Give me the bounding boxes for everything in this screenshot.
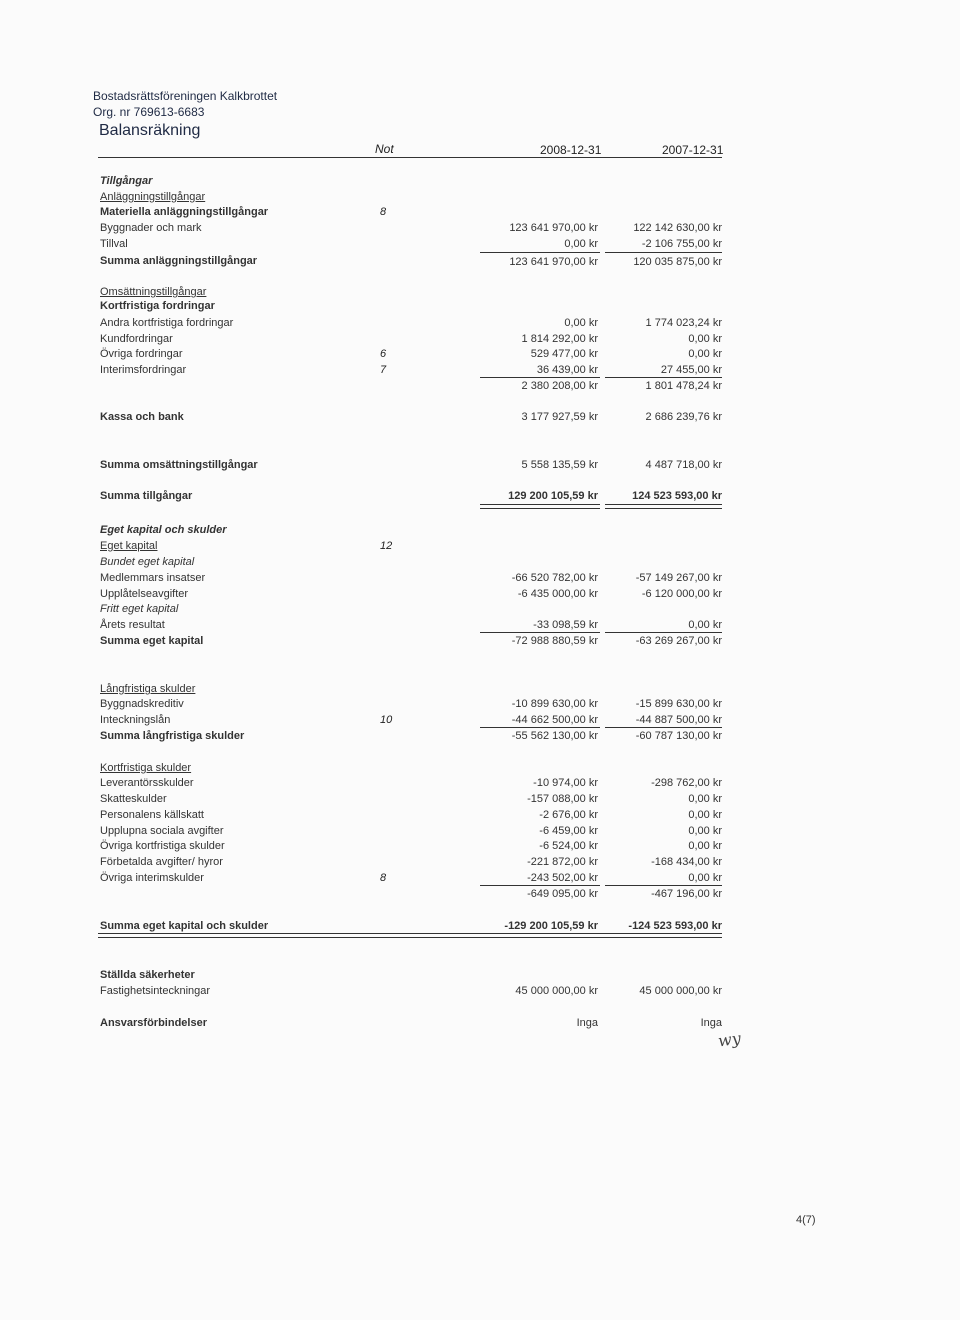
note-ovriga-interim: 8 [380, 872, 387, 884]
value-2007: -44 887 500,00 kr [635, 714, 722, 726]
note-materiella: 8 [380, 206, 387, 218]
row-label: Skatteskulder [100, 793, 167, 805]
sum-rule [480, 885, 600, 886]
row-label: Övriga kortfristiga skulder [100, 840, 225, 852]
value-2008: -649 095,00 kr [527, 888, 598, 900]
value-2007: 122 142 630,00 kr [633, 222, 722, 234]
value-2008: 5 558 135,59 kr [521, 459, 598, 471]
value-2007: 0,00 kr [688, 348, 722, 360]
value-2008: -6 459,00 kr [539, 825, 598, 837]
value-2007: -60 787 130,00 kr [635, 730, 722, 742]
section-kortfristiga-skulder: Kortfristiga skulder [100, 762, 192, 774]
sum-rule [480, 632, 600, 633]
org-name: Bostadsrättsföreningen Kalkbrottet [93, 89, 278, 103]
value-2008: 129 200 105,59 kr [508, 490, 598, 502]
value-2008: 123 641 970,00 kr [509, 256, 598, 268]
value-2008: 529 477,00 kr [530, 348, 598, 360]
header-rule [98, 157, 722, 158]
row-label: Interimsfordringar [100, 364, 187, 376]
org-number: Org. nr 769613-6683 [93, 105, 205, 119]
value-2008: 2 380 208,00 kr [521, 380, 598, 392]
col-header-2007: 2007-12-31 [662, 143, 724, 157]
row-label: Byggnader och mark [100, 222, 202, 234]
note-eget-kapital: 12 [380, 540, 393, 552]
row-label: Summa anläggningstillgångar [100, 255, 258, 267]
value-2008: 1 814 292,00 kr [521, 333, 598, 345]
value-2007: 0,00 kr [688, 619, 722, 631]
sum-rule [605, 727, 722, 728]
value-2008: -243 502,00 kr [527, 872, 598, 884]
value-2007: 1 801 478,24 kr [645, 380, 722, 392]
value-2008: -2 676,00 kr [539, 809, 598, 821]
value-2008: 0,00 kr [564, 238, 598, 250]
row-label: Fastighetsinteckningar [100, 985, 211, 997]
row-label: Personalens källskatt [100, 809, 204, 821]
section-eget-kapital: Eget kapital [100, 540, 158, 552]
sum-rule [605, 252, 722, 253]
note-inteckning: 10 [380, 714, 393, 726]
section-stallda: Ställda säkerheter [100, 969, 195, 981]
sum-rule [605, 377, 722, 378]
section-omsattning: Omsättningstillgångar [100, 286, 207, 298]
value-2007: -124 523 593,00 kr [628, 920, 722, 932]
section-materiella: Materiella anläggningstillgångar [100, 206, 269, 218]
row-label: Övriga interimskulder [100, 872, 204, 884]
value-2007: -15 899 630,00 kr [635, 698, 722, 710]
value-2008: 123 641 970,00 kr [509, 222, 598, 234]
row-label: Inteckningslån [100, 714, 171, 726]
value-2008: -157 088,00 kr [527, 793, 598, 805]
sum-rule [480, 377, 600, 378]
value-2007: -168 434,00 kr [651, 856, 722, 868]
value-2007: Inga [700, 1017, 722, 1029]
row-label: Tillval [100, 238, 128, 250]
value-2008: -6 435 000,00 kr [517, 588, 598, 600]
row-label: Medlemmars insatser [100, 572, 206, 584]
row-label: Årets resultat [100, 619, 165, 631]
value-2007: -2 106 755,00 kr [641, 238, 722, 250]
row-label: Kundfordringar [100, 333, 173, 345]
value-2007: 120 035 875,00 kr [633, 256, 722, 268]
value-2007: 27 455,00 kr [660, 364, 722, 376]
value-2008: -33 098,59 kr [533, 619, 598, 631]
value-2008: -66 520 782,00 kr [511, 572, 598, 584]
value-2007: 0,00 kr [688, 793, 722, 805]
value-2008: Inga [576, 1017, 598, 1029]
value-2008: 0,00 kr [564, 317, 598, 329]
value-2008: -6 524,00 kr [539, 840, 598, 852]
row-label: Övriga fordringar [100, 348, 183, 360]
note-interims: 7 [380, 364, 387, 376]
section-bundet: Bundet eget kapital [100, 556, 195, 568]
value-2007: 0,00 kr [688, 840, 722, 852]
page-title: Balansräkning [99, 122, 201, 139]
row-label: Leverantörsskulder [100, 777, 194, 789]
row-label: Summa omsättningstillgångar [100, 459, 258, 471]
section-fritt: Fritt eget kapital [100, 603, 179, 615]
row-label: Summa tillgångar [100, 490, 193, 502]
row-label: Ansvarsförbindelser [100, 1017, 207, 1029]
section-tillgangar: Tillgångar [100, 175, 153, 187]
value-2008: -72 988 880,59 kr [511, 635, 598, 647]
row-label: Summa eget kapital [100, 635, 204, 647]
value-2007: 1 774 023,24 kr [645, 317, 722, 329]
value-2007: 4 487 718,00 kr [645, 459, 722, 471]
value-2008: 3 177 927,59 kr [521, 411, 598, 423]
value-2008: -129 200 105,59 kr [504, 920, 598, 932]
value-2007: 0,00 kr [688, 809, 722, 821]
value-2007: -467 196,00 kr [651, 888, 722, 900]
value-2007: 45 000 000,00 kr [639, 985, 722, 997]
total-double-rule [605, 504, 722, 509]
col-header-2008: 2008-12-31 [540, 143, 602, 157]
value-2007: 0,00 kr [688, 333, 722, 345]
value-2008: -10 899 630,00 kr [511, 698, 598, 710]
col-header-not: Not [375, 142, 394, 156]
row-label: Summa eget kapital och skulder [100, 920, 269, 932]
value-2008: -44 662 500,00 kr [511, 714, 598, 726]
total-double-rule [480, 504, 600, 509]
row-label: Upplåtelseavgifter [100, 588, 189, 600]
total-double-rule [98, 933, 722, 938]
value-2008: 36 439,00 kr [536, 364, 598, 376]
value-2008: -10 974,00 kr [533, 777, 598, 789]
sum-rule [605, 885, 722, 886]
row-label: Förbetalda avgifter/ hyror [100, 856, 223, 868]
value-2008: -221 872,00 kr [527, 856, 598, 868]
row-label: Byggnadskreditiv [100, 698, 184, 710]
sum-rule [480, 252, 600, 253]
row-label: Upplupna sociala avgifter [100, 825, 224, 837]
value-2007: 0,00 kr [688, 825, 722, 837]
section-langfristiga: Långfristiga skulder [100, 683, 196, 695]
value-2007: 0,00 kr [688, 872, 722, 884]
signature-initials: wy [716, 1028, 742, 1051]
sum-rule [605, 632, 722, 633]
value-2007: -63 269 267,00 kr [635, 635, 722, 647]
value-2008: -55 562 130,00 kr [511, 730, 598, 742]
sum-rule [480, 727, 600, 728]
section-eget-och-skulder: Eget kapital och skulder [100, 524, 227, 536]
note-ovriga-fordringar: 6 [380, 348, 387, 360]
value-2007: -298 762,00 kr [651, 777, 722, 789]
row-label: Summa långfristiga skulder [100, 730, 245, 742]
row-label: Kassa och bank [100, 411, 184, 423]
section-kortfristiga-fordringar: Kortfristiga fordringar [100, 300, 215, 312]
value-2007: 124 523 593,00 kr [632, 490, 722, 502]
page-number: 4(7) [796, 1214, 816, 1226]
section-anlaggning: Anläggningstillgångar [100, 191, 206, 203]
value-2008: 45 000 000,00 kr [515, 985, 598, 997]
row-label: Andra kortfristiga fordringar [100, 317, 234, 329]
value-2007: -6 120 000,00 kr [641, 588, 722, 600]
value-2007: -57 149 267,00 kr [635, 572, 722, 584]
value-2007: 2 686 239,76 kr [645, 411, 722, 423]
